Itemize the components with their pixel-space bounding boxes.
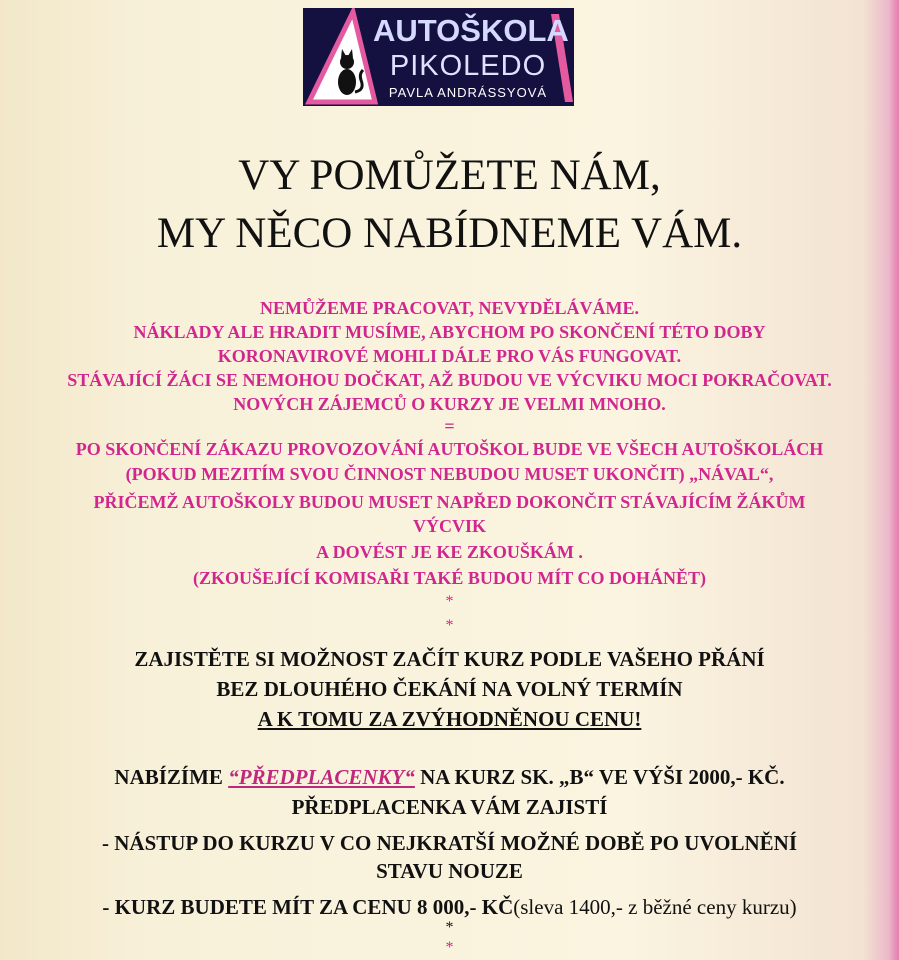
logo-owner: PAVLA ANDRÁSSYOVÁ (388, 85, 548, 100)
pink-line-6: PO SKONČENÍ ZÁKAZU PROVOZOVÁNÍ AUTOŠKOL BUDE VE VŠECH AUTOŠKOLÁCH (75, 439, 824, 459)
prepaid-prefix: NABÍZÍME (114, 765, 229, 789)
prepaid-line-1 (0, 764, 899, 790)
pink-line-1: NEMŮŽEME PRACOVAT, NEVYDĚLÁVÁME. (259, 298, 639, 318)
pink-line-8: PŘIČEMŽ AUTOŠKOLY BUDOU MUSET NAPŘED DOKONČIT STÁVAJÍCÍM ŽÁKŮM (93, 492, 806, 512)
prepaid-price: - KURZ BUDETE MÍT ZA CENU 8 000,- KČ (102, 895, 514, 919)
prepaid-highlight: “PŘEDPLACENKY“ (228, 765, 415, 789)
offer-line-2: BEZ DLOUHÉHO ČEKÁNÍ NA VOLNÝ TERMÍN (216, 677, 683, 701)
offer-discount-text: A K TOMU ZA ZVÝHODNĚNOU CENU! (257, 707, 642, 731)
pink-line-9: VÝCVIK (412, 516, 486, 536)
prepaid-line-4: STAVU NOUZE (376, 859, 523, 883)
separator-star-2: * (445, 617, 454, 634)
headline-line-1: VY POMŮŽETE NÁM, (238, 152, 661, 199)
prepaid-discount-note: (sleva 1400,- z běžné ceny kurzu) (513, 895, 797, 919)
separator-star-4: * (445, 939, 454, 956)
separator-star-1: * (445, 593, 454, 610)
logo-subtitle: PIKOLEDO (389, 50, 547, 82)
pink-line-10: A DOVÉST JE KE ZKOUŠKÁM . (316, 542, 583, 562)
pink-line-2: NÁKLADY ALE HRADIT MUSÍME, ABYCHOM PO SKONČENÍ TÉTO DOBY (133, 322, 766, 342)
pink-line-5: NOVÝCH ZÁJEMCŮ O KURZY JE VELMI MNOHO. (233, 394, 666, 414)
offer-line-3 (0, 706, 899, 732)
pink-line-3: KORONAVIROVÉ MOHLI DÁLE PRO VÁS FUNGOVAT. (217, 346, 682, 366)
pink-line-4: STÁVAJÍCÍ ŽÁCI SE NEMOHOU DOČKAT, AŽ BUDOU VE VÝCVIKU MOCI POKRAČOVAT. (67, 370, 832, 390)
prepaid-suffix: NA KURZ SK. „B“ VE VÝŠI 2000,- KČ. (414, 765, 785, 789)
offer-line-1: ZAJISTĚTE SI MOŽNOST ZAČÍT KURZ PODLE VAŠEHO PŘÁNÍ (134, 647, 765, 671)
prepaid-line-3: - NÁSTUP DO KURZU V CO NEJKRATŠÍ MOŽNÉ DOBĚ PO UVOLNĚNÍ (102, 831, 797, 855)
equals-sign: = (444, 416, 455, 436)
headline-line-2: MY NĚCO NABÍDNEME VÁM. (156, 210, 743, 257)
prepaid-line-2: PŘEDPLACENKA VÁM ZAJISTÍ (291, 795, 608, 819)
pink-line-7: (POKUD MEZITÍM SVOU ČINNOST NEBUDOU MUSET UKONČIT) „NÁVAL“, (125, 464, 774, 484)
autoskola-logo (303, 8, 574, 106)
logo-title: AUTOŠKOLA (373, 13, 569, 48)
prepaid-line-5 (0, 894, 899, 920)
pink-line-11: (ZKOUŠEJÍCÍ KOMISAŘI TAKÉ BUDOU MÍT CO DOHÁNĚT) (192, 568, 707, 588)
separator-star-3: * (445, 919, 454, 936)
